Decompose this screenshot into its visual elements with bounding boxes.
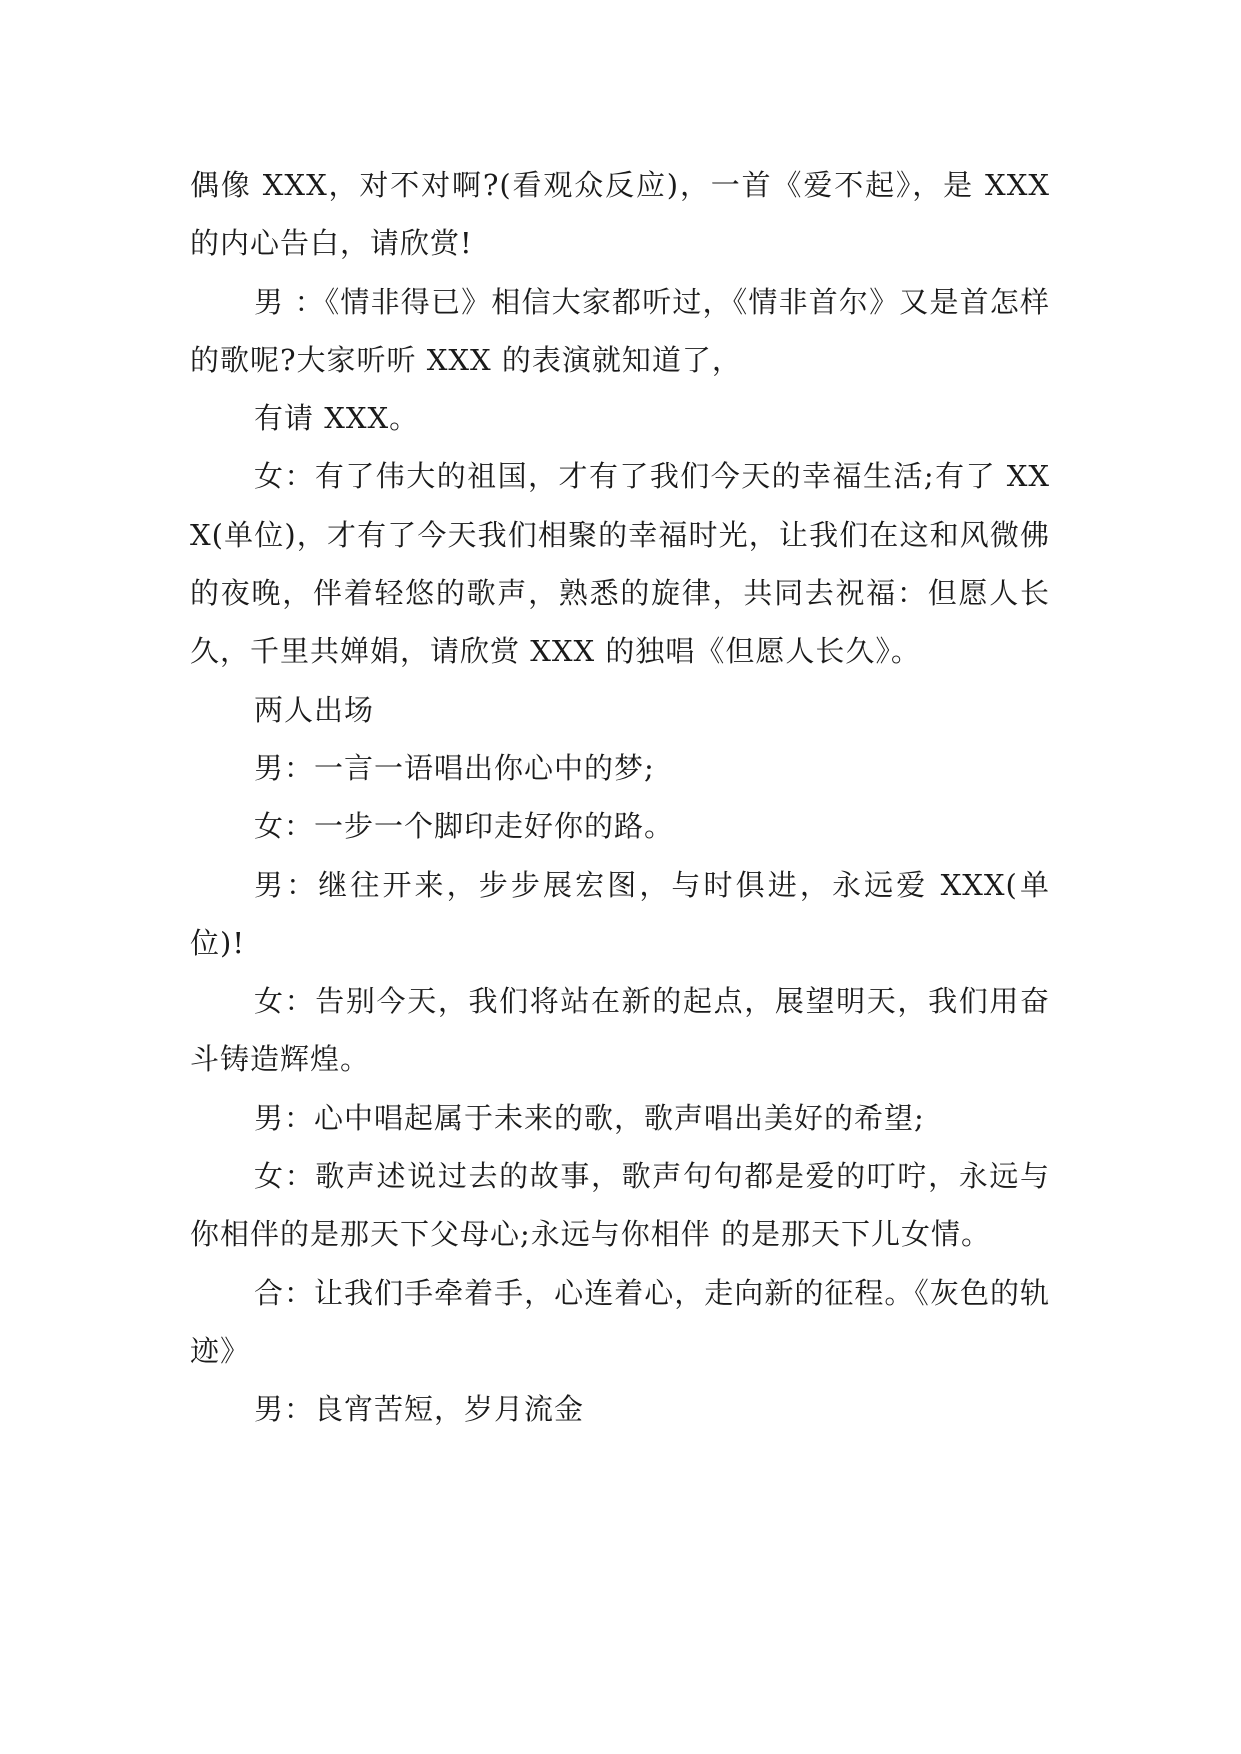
- document-body: [190, 156, 1050, 1439]
- paragraph: 女：歌声述说过去的故事，歌声句句都是爱的叮咛，永远与你相伴的是那天下父母心;永远与你相伴 的是那天下儿女情。: [190, 1159, 1050, 1252]
- paragraph: 有请 XXX。: [254, 401, 420, 436]
- paragraph: 男：一言一语唱出你心中的梦;: [254, 750, 655, 785]
- paragraph: 男：心中唱起属于未来的歌，歌声唱出美好的希望;: [254, 1100, 925, 1135]
- paragraph: 合：让我们手牵着手，心连着心，走向新的征程。《灰色的轨迹》: [190, 1275, 1050, 1368]
- paragraph: 两人出场: [254, 692, 375, 727]
- paragraph: 男：良宵苦短，岁月流金: [254, 1392, 585, 1427]
- paragraph: 女：一步一个脚印走好你的路。: [254, 809, 675, 844]
- paragraph: 女：告别今天，我们将站在新的起点，展望明天，我们用奋斗铸造辉煌。: [190, 984, 1050, 1077]
- paragraph: 偶像 XXX，对不对啊?(看观众反应)，一首《爱不起》，是 XXX 的内心告白，请欣赏!: [190, 168, 1050, 261]
- paragraph: 女：有了伟大的祖国，才有了我们今天的幸福生活;有了 XXX(单位)，才有了今天我们相聚的幸福时光，让我们在这和风微佛的夜晚，伴着轻悠的歌声，熟悉的旋律，共同去祝福：但愿人长久，千里共婵娟，请欣赏 XXX 的独唱《但愿人长久》。: [190, 459, 1050, 669]
- paragraph: 男：继往开来，步步展宏图，与时俱进，永远爱 XXX(单位)!: [190, 867, 1050, 960]
- paragraph: 男 ：《情非得已》相信大家都听过，《情非首尔》又是首怎样的歌呢?大家听听 XXX 的表演就知道了，: [190, 284, 1050, 377]
